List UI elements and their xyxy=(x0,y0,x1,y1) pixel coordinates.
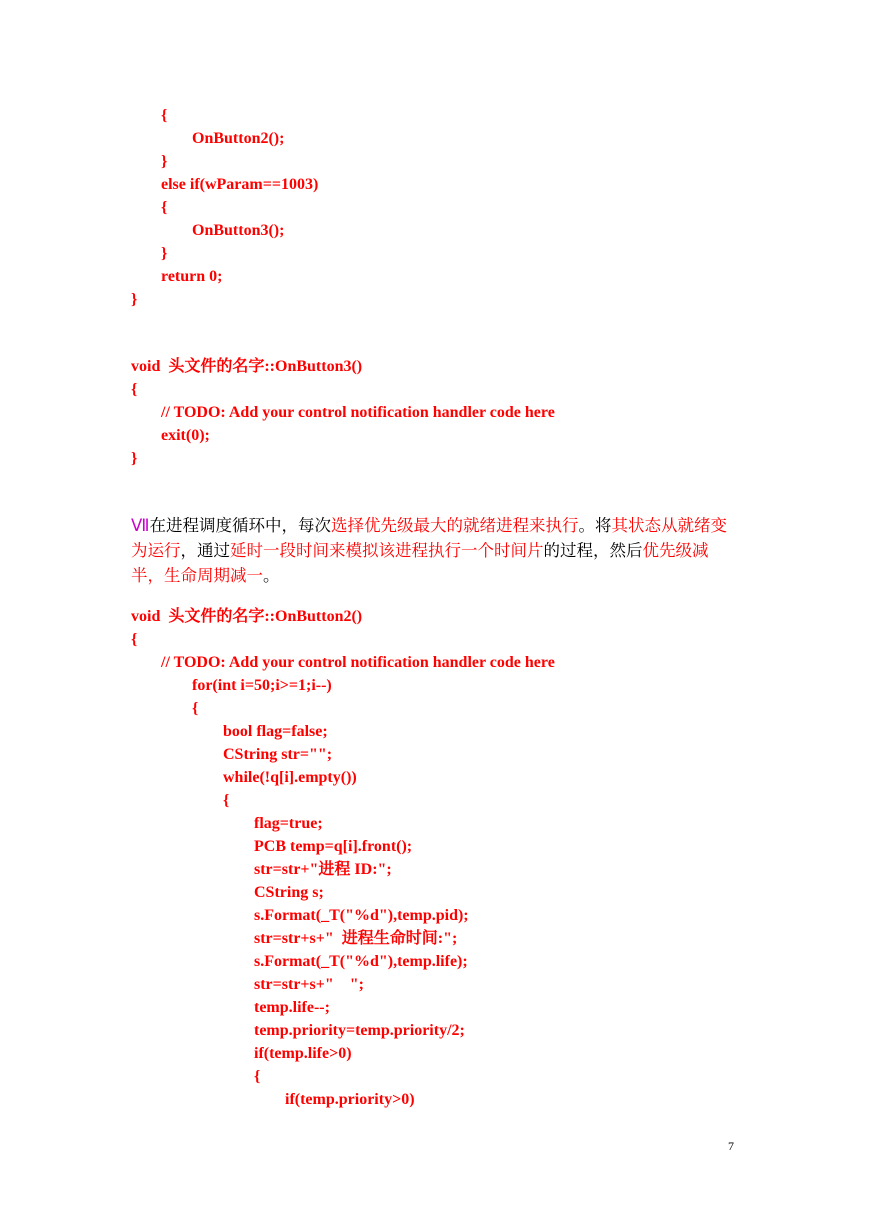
code-line: OnButton3(); xyxy=(192,222,285,239)
code-line: return 0; xyxy=(161,268,223,285)
highlight-run: 优先级减半，生命周期减一 xyxy=(131,541,709,585)
code-line: str=str+"进程 ID:"; xyxy=(254,861,392,878)
code-line: else if(wParam==1003) xyxy=(161,176,319,193)
code-line: flag=true; xyxy=(254,815,323,832)
code-line: if(temp.life>0) xyxy=(254,1045,352,1062)
code-line: if(temp.priority>0) xyxy=(285,1091,415,1108)
code-line: exit(0); xyxy=(161,427,210,444)
text-run: ，通过 xyxy=(180,541,230,560)
code-line: PCB temp=q[i].front(); xyxy=(254,838,413,855)
text-run: 。将 xyxy=(578,516,612,535)
code-line: { xyxy=(161,107,168,124)
roman-numeral: Ⅶ xyxy=(131,516,150,535)
code-line: { xyxy=(131,381,138,398)
code-line: } xyxy=(131,291,138,308)
code-line: CString s; xyxy=(254,884,324,901)
description-paragraph xyxy=(131,513,741,588)
code-line: // TODO: Add your control notification handler code here xyxy=(161,404,555,421)
text-run: 的过程，然后 xyxy=(543,541,643,560)
code-line: OnButton2(); xyxy=(192,130,285,147)
code-line: while(!q[i].empty()) xyxy=(223,769,357,786)
highlight-run: 选择优先级最大的就绪进程来执行 xyxy=(330,516,579,535)
highlight-run: 其状态从就绪变为运行 xyxy=(131,516,727,560)
code-line: } xyxy=(161,245,168,262)
code-line: CString str=""; xyxy=(223,746,333,763)
text-run: 。 xyxy=(263,566,280,585)
code-line: { xyxy=(223,792,230,809)
code-line: temp.life--; xyxy=(254,999,330,1016)
code-line: void 头文件的名字::OnButton3() xyxy=(131,358,363,375)
code-line: { xyxy=(161,199,168,216)
code-line: s.Format(_T("%d"),temp.life); xyxy=(254,953,468,970)
code-line: str=str+s+" "; xyxy=(254,976,364,993)
code-line: } xyxy=(161,153,168,170)
code-line: } xyxy=(131,450,138,467)
code-line: { xyxy=(254,1068,261,1085)
code-line: s.Format(_T("%d"),temp.pid); xyxy=(254,907,469,924)
code-line: { xyxy=(192,700,199,717)
code-line: { xyxy=(131,631,138,648)
page-number: 7 xyxy=(728,1139,734,1153)
text-run: 在进程调度循环中，每次 xyxy=(149,516,331,535)
code-line: temp.priority=temp.priority/2; xyxy=(254,1022,465,1039)
code-line: for(int i=50;i>=1;i--) xyxy=(192,677,332,694)
code-line: bool flag=false; xyxy=(223,723,328,740)
code-line: str=str+s+" 进程生命时间:"; xyxy=(254,930,458,947)
code-line: // TODO: Add your control notification handler code here xyxy=(161,654,555,671)
code-line: void 头文件的名字::OnButton2() xyxy=(131,608,363,625)
highlight-run: 延时一段时间来模拟该进程执行一个时间片 xyxy=(230,541,544,560)
